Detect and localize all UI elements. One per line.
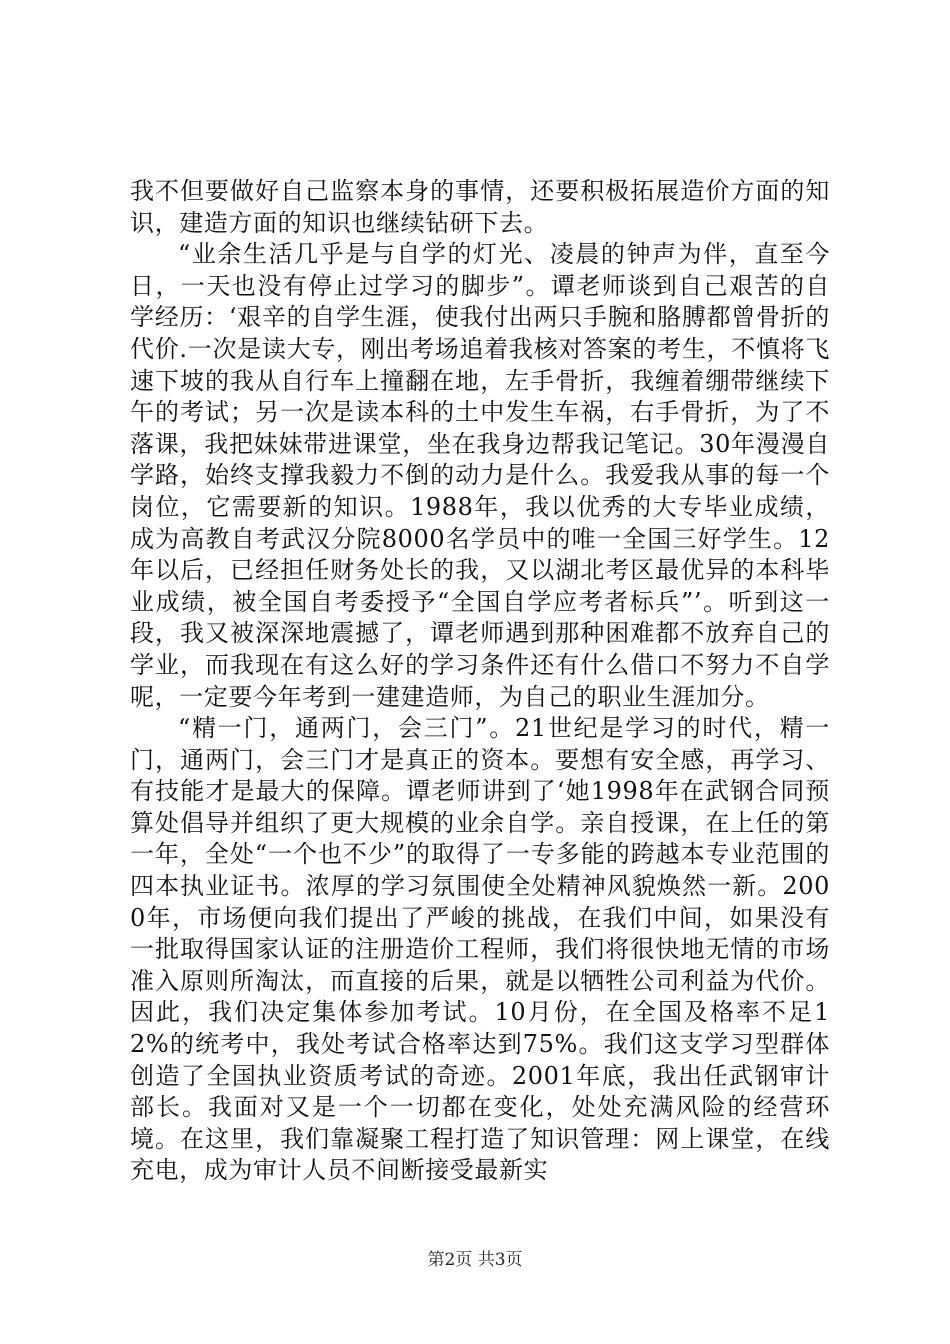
page-footer: 第2页 共3页 (427, 1250, 523, 1270)
paragraph-3: “精一门，通两门，会三门”。21世纪是学习的时代，精一门，通两门，会三门才是真正的资本。要想有安全感，再学习、有技能才是最大的保障。谭老师讲到了‘她1998年在武钢合同预算处倡导并组织了更大规模的业余自学。亲自授课，在上任的第一年，全处“一个也不少”的取得了一专多能的跨越本专业范围的四本执业证书。浓厚的学习氛围使全处精神风貌焕然一新。2000年，市场便向我们提出了严峻的挑战，在我们中间，如果没有一批取得国家认证的注册造价工程师，我们将很快地无情的市场准入原则所淘汰，而直接的后果，就是以牺牲公司利益为代价。因此，我们决定集体参加考试。10月份，在全国及格率不足12%的统考中，我处考试合格率达到75%。我们这支学习型群体创造了全国执业资质考试的奇迹。2001年底，我出任武钢审计部长。我面对又是一个一切都在变化，处处充满风险的经营环境。在这里，我们靠凝聚工程打造了知识管理：网上课堂，在线充电，成为审计人员不间断接受最新实 (130, 714, 830, 1185)
paragraph-1: 我不但要做好自己监察本身的事情，还要积极拓展造价方面的知识，建造方面的知识也继续钻研下去。 (130, 177, 830, 237)
body-text (130, 176, 830, 1187)
paragraph-2: “业余生活几乎是与自学的灯光、凌晨的钟声为伴，直至今日，一天也没有停止过学习的脚步”。谭老师谈到自己艰苦的自学经历：‘艰辛的自学生涯，使我付出两只手腕和胳膊都曾骨折的代价.一次是读大专，刚出考场追着我核对答案的考生，不慎将飞速下坡的我从自行车上撞翻在地，左手骨折，我缠着绷带继续下午的考试；另一次是读本科的土中发生车祸，右手骨折，为了不落课，我把妹妹带进课堂，坐在我身边帮我记笔记。30年漫漫自学路，始终支撑我毅力不倒的动力是什么。我爱我从事的每一个岗位，它需要新的知识。1988年，我以优秀的大专毕业成绩，成为高教自考武汉分院8000名学员中的唯一全国三好学生。12年以后，已经担任财务处长的我，又以湖北考区最优异的本科毕业成绩，被全国自考委授予“全国自学应考者标兵”’。听到这一段，我又被深深地震撼了，谭老师遇到那种困难都不放弃自己的学业，而我现在有这么好的学习条件还有什么借口不努力不自学呢，一定要今年考到一建建造师，为自己的职业生涯加分。 (130, 240, 830, 711)
